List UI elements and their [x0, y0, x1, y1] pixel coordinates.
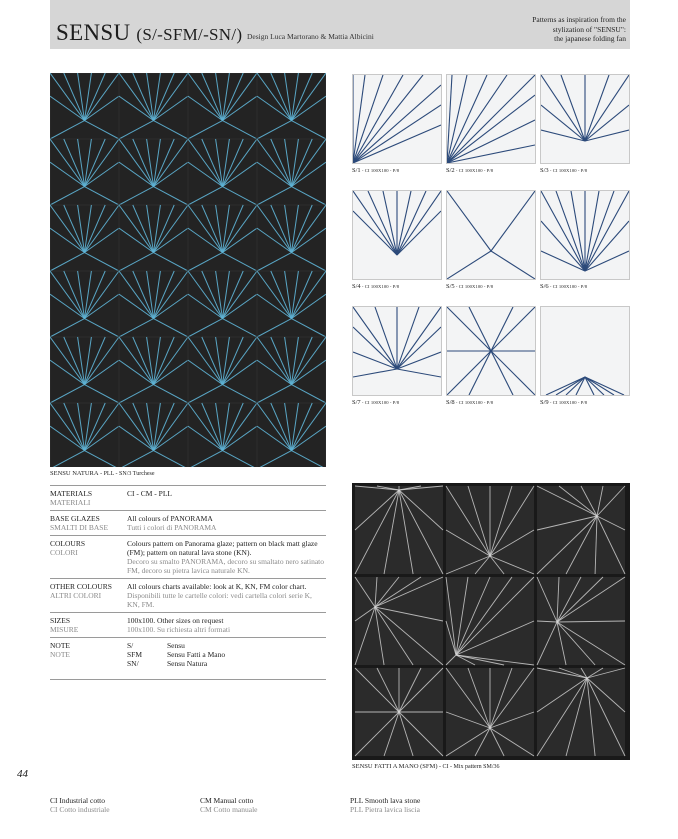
- pattern-tile: [540, 306, 630, 396]
- spec-value: Colours pattern on Panorama glaze; pattern on black matt glaze (FM); pattern on natural lava stone (KN).: [127, 539, 318, 557]
- tile-code: S/5: [446, 283, 455, 290]
- pattern-tile: [540, 74, 630, 164]
- note-code: SN/: [127, 659, 139, 668]
- tile-caption: [540, 399, 587, 406]
- note-text: Sensu Fatti a Mano: [167, 650, 226, 659]
- tile-caption: [446, 283, 493, 290]
- inspiration-note: [486, 15, 626, 44]
- pattern-tile: [446, 74, 536, 164]
- tile-caption: [352, 167, 399, 174]
- tile-code: S/2: [446, 167, 455, 174]
- footer-label-it: PLL Pietra lavica liscia: [350, 805, 420, 814]
- tile-code: S/8: [446, 399, 455, 406]
- footer-legend-pll: [350, 796, 420, 814]
- spec-value-it: Decoro su smalto PANORAMA, decoro su smaltato nero satinato FM, decoro su pietra lavica naturale KN.: [127, 557, 324, 575]
- tile-caption: [540, 283, 587, 290]
- spec-value: All colours charts available: look at K, KN, FM color chart.: [127, 582, 307, 591]
- tile-code: S/7: [352, 399, 361, 406]
- caption-detail: - PLL - SN/3 Turchese: [98, 471, 155, 477]
- spec-label-it: MISURE: [50, 625, 79, 634]
- spec-value: CI - CM - PLL: [127, 489, 172, 498]
- note-text: Sensu Natura: [167, 659, 208, 668]
- spec-label-it: SMALTI DI BASE: [50, 523, 109, 532]
- tile-code: S/1: [352, 167, 361, 174]
- spec-row-colours: [50, 535, 326, 578]
- spec-label-it: MATERIALI: [50, 498, 91, 507]
- tile-spec: - CI 100X100 - P/8: [454, 168, 494, 173]
- sensu-fatti-a-mano-photo: [352, 483, 630, 760]
- footer-label-it: CM Cotto manuale: [200, 805, 258, 814]
- tile-spec: - CI 100X100 - P/8: [360, 168, 400, 173]
- inspiration-line: stylization of "SENSU":: [552, 24, 626, 34]
- tile-caption: [352, 283, 399, 290]
- pattern-tile: [540, 190, 630, 280]
- page-number: 44: [17, 768, 28, 780]
- spec-label: NOTE: [50, 641, 70, 650]
- tile-caption: [446, 399, 493, 406]
- footer-label: PLL Smooth lava stone: [350, 796, 421, 805]
- spec-row-sizes: [50, 612, 326, 637]
- tile-code: S/6: [540, 283, 549, 290]
- tile-spec: - CI 100X100 - P/8: [454, 400, 494, 405]
- caption-title: SENSU NATURA: [50, 470, 99, 477]
- spec-row-other-colours: [50, 578, 326, 612]
- spec-row-materials: [50, 485, 326, 510]
- sensu-fm-caption: [352, 763, 499, 770]
- note-text: Sensu: [167, 641, 185, 650]
- spec-label-it: ALTRI COLORI: [50, 591, 102, 600]
- footer-label: CM Manual cotto: [200, 796, 254, 805]
- spec-value: 100x100. Other sizes on request: [127, 616, 224, 625]
- spec-label-it: NOTE: [50, 650, 70, 659]
- tile-caption: [446, 167, 493, 174]
- sensu-natura-photo: [50, 73, 326, 467]
- tile-code: S/9: [540, 399, 549, 406]
- spec-label: OTHER COLOURS: [50, 582, 112, 591]
- pattern-tile: [352, 306, 442, 396]
- footer-legend-cm: [200, 796, 258, 814]
- footer-legend-ci: [50, 796, 110, 814]
- tile-code: S/4: [352, 283, 361, 290]
- note-code: SFM: [127, 650, 143, 659]
- tile-spec: - CI 100X100 - P/8: [548, 168, 588, 173]
- footer-label: CI Industrial cotto: [50, 796, 105, 805]
- spec-value-it: 100x100. Su richiesta altri formati: [127, 625, 231, 634]
- pattern-tile: [446, 306, 536, 396]
- spec-table: [50, 485, 326, 680]
- sensu-natura-caption: [50, 470, 155, 477]
- spec-label: SIZES: [50, 616, 71, 625]
- note-code: S/: [127, 641, 134, 650]
- tile-spec: - CI 100X100 - P/8: [454, 284, 494, 289]
- pattern-tile: [446, 190, 536, 280]
- tile-spec: - CI 100X100 - P/8: [360, 400, 400, 405]
- caption-detail: - CI - Mix pattern SM/36: [437, 764, 500, 770]
- spec-label-it: COLORI: [50, 548, 78, 557]
- tile-spec: - CI 100X100 - P/8: [548, 400, 588, 405]
- spec-label: COLOURS: [50, 539, 86, 548]
- spec-value: All colours of PANORAMA: [127, 514, 213, 523]
- inspiration-line: Patterns as inspiration from the: [532, 15, 626, 24]
- inspiration-line: the japanese folding fan: [554, 34, 626, 43]
- tile-code: S/3: [540, 167, 549, 174]
- series-codes: (S/-SFM/-SN/): [136, 25, 243, 44]
- spec-label: BASE GLAZES: [50, 514, 100, 523]
- designer-credit: Design Luca Martorano & Mattia Albicini: [247, 32, 374, 41]
- spec-row-base-glazes: [50, 510, 326, 535]
- spec-label: MATERIALS: [50, 489, 93, 498]
- caption-title: SENSU FATTI A MANO (SFM): [352, 763, 438, 770]
- tile-caption: [352, 399, 399, 406]
- tile-caption: [540, 167, 587, 174]
- tile-spec: - CI 100X100 - P/8: [360, 284, 400, 289]
- spec-value-it: Disponibili tutte le cartelle colori: vedi cartella colori serie K, KN, FM.: [127, 591, 312, 609]
- pattern-tile: [352, 190, 442, 280]
- spec-value-it: Tutti i colori di PANORAMA: [127, 523, 217, 532]
- spec-row-note: [50, 637, 326, 680]
- tile-spec: - CI 100X100 - P/8: [548, 284, 588, 289]
- pattern-tile: [352, 74, 442, 164]
- footer-label-it: CI Cotto industriale: [50, 805, 110, 814]
- series-name: SENSU: [56, 20, 131, 45]
- page-title: [56, 20, 242, 46]
